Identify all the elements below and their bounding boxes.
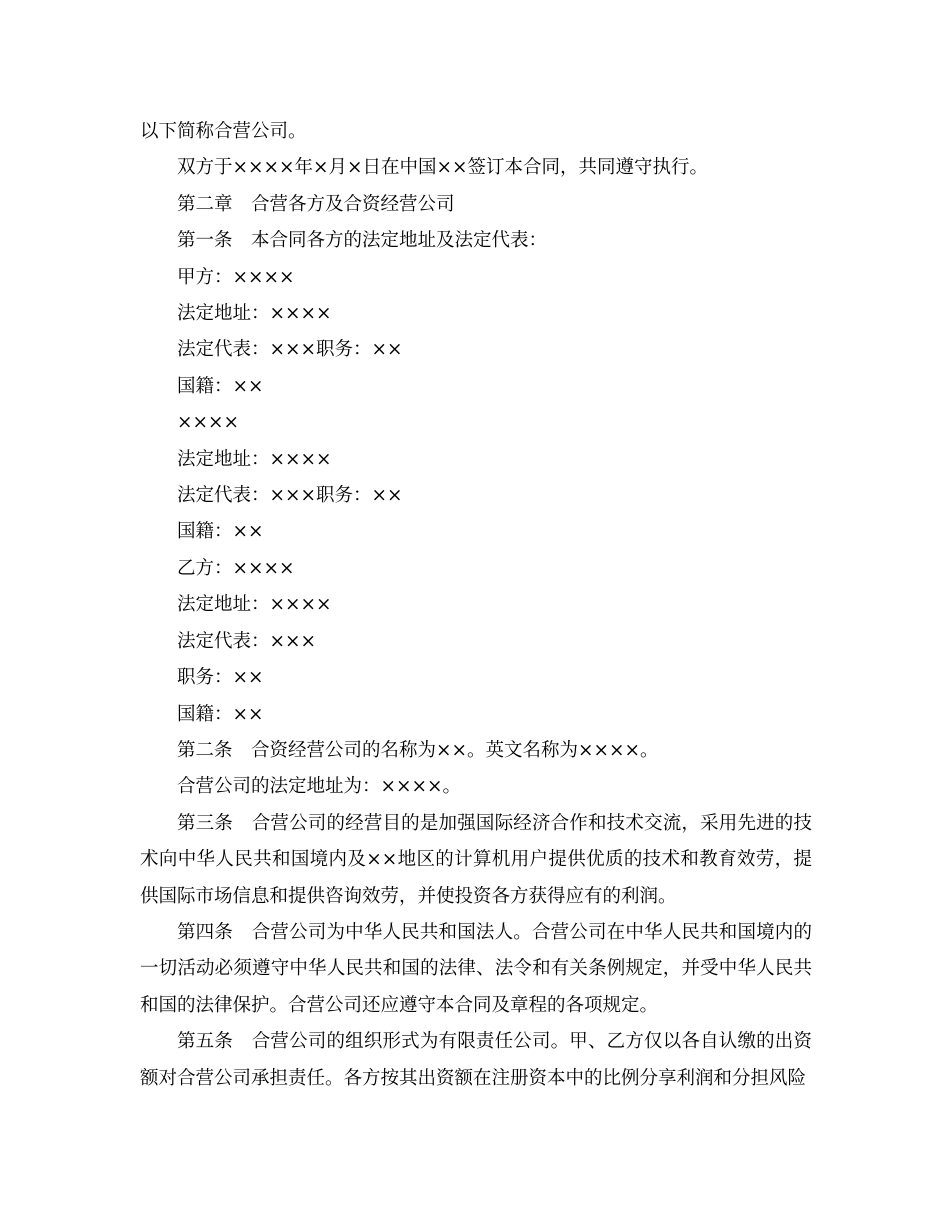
party-b-nationality: 国籍：×× xyxy=(177,703,264,725)
article-3: 第三条 合营公司的经营目的是加强国际经济合作和技术交流，采用先进的技术向中华人民共和国境内及××地区的计算机用户提供优质的技术和教育效劳，提供国际市场信息和提供咨询效劳，并使投资各方获得应有的利润。 xyxy=(140,812,812,907)
document-body xyxy=(140,114,812,1097)
party-a-address: 法定地址：×××× xyxy=(177,303,332,325)
article-5: 第五条 合营公司的组织形式为有限责任公司。甲、乙方仅以各自认缴的出资额对合营公司承担责任。各方按其出资额在注册资本中的比例分享利润和分担风险 xyxy=(140,1031,812,1089)
party-a-representative: 法定代表：×××职务：×× xyxy=(177,339,403,361)
party-extra-name: ×××× xyxy=(177,412,240,434)
party-b-position: 职务：×× xyxy=(177,667,264,689)
party-b-representative: 法定代表：××× xyxy=(177,630,317,652)
article-2: 第二条 合资经营公司的名称为××。英文名称为××××。 xyxy=(177,739,659,761)
party-b-name: 乙方：×××× xyxy=(177,557,295,579)
party-a-nationality: 国籍：×× xyxy=(177,375,264,397)
paragraph-abbreviation: 以下简称合营公司。 xyxy=(140,121,307,142)
party-a-name: 甲方：×××× xyxy=(177,266,295,288)
paragraph-signing: 双方于××××年×月×日在中国××签订本合同，共同遵守执行。 xyxy=(177,157,709,179)
party-extra-nationality: 国籍：×× xyxy=(177,521,264,543)
article-1: 第一条 本合同各方的法定地址及法定代表： xyxy=(177,230,548,252)
company-address: 合营公司的法定地址为：××××。 xyxy=(177,776,462,798)
article-4: 第四条 合营公司为中华人民共和国法人。合营公司在中华人民共和国境内的一切活动必须遵守中华人民共和国的法律、法令和有关条例规定，并受中华人民共和国的法律保护。合营公司还应遵守本合同及章程的各项规定。 xyxy=(140,921,812,1016)
party-extra-address: 法定地址：×××× xyxy=(177,448,332,470)
party-extra-representative: 法定代表：×××职务：×× xyxy=(177,485,403,507)
chapter-heading: 第二章 合营各方及合资经营公司 xyxy=(177,193,455,215)
party-b-address: 法定地址：×××× xyxy=(177,594,332,616)
